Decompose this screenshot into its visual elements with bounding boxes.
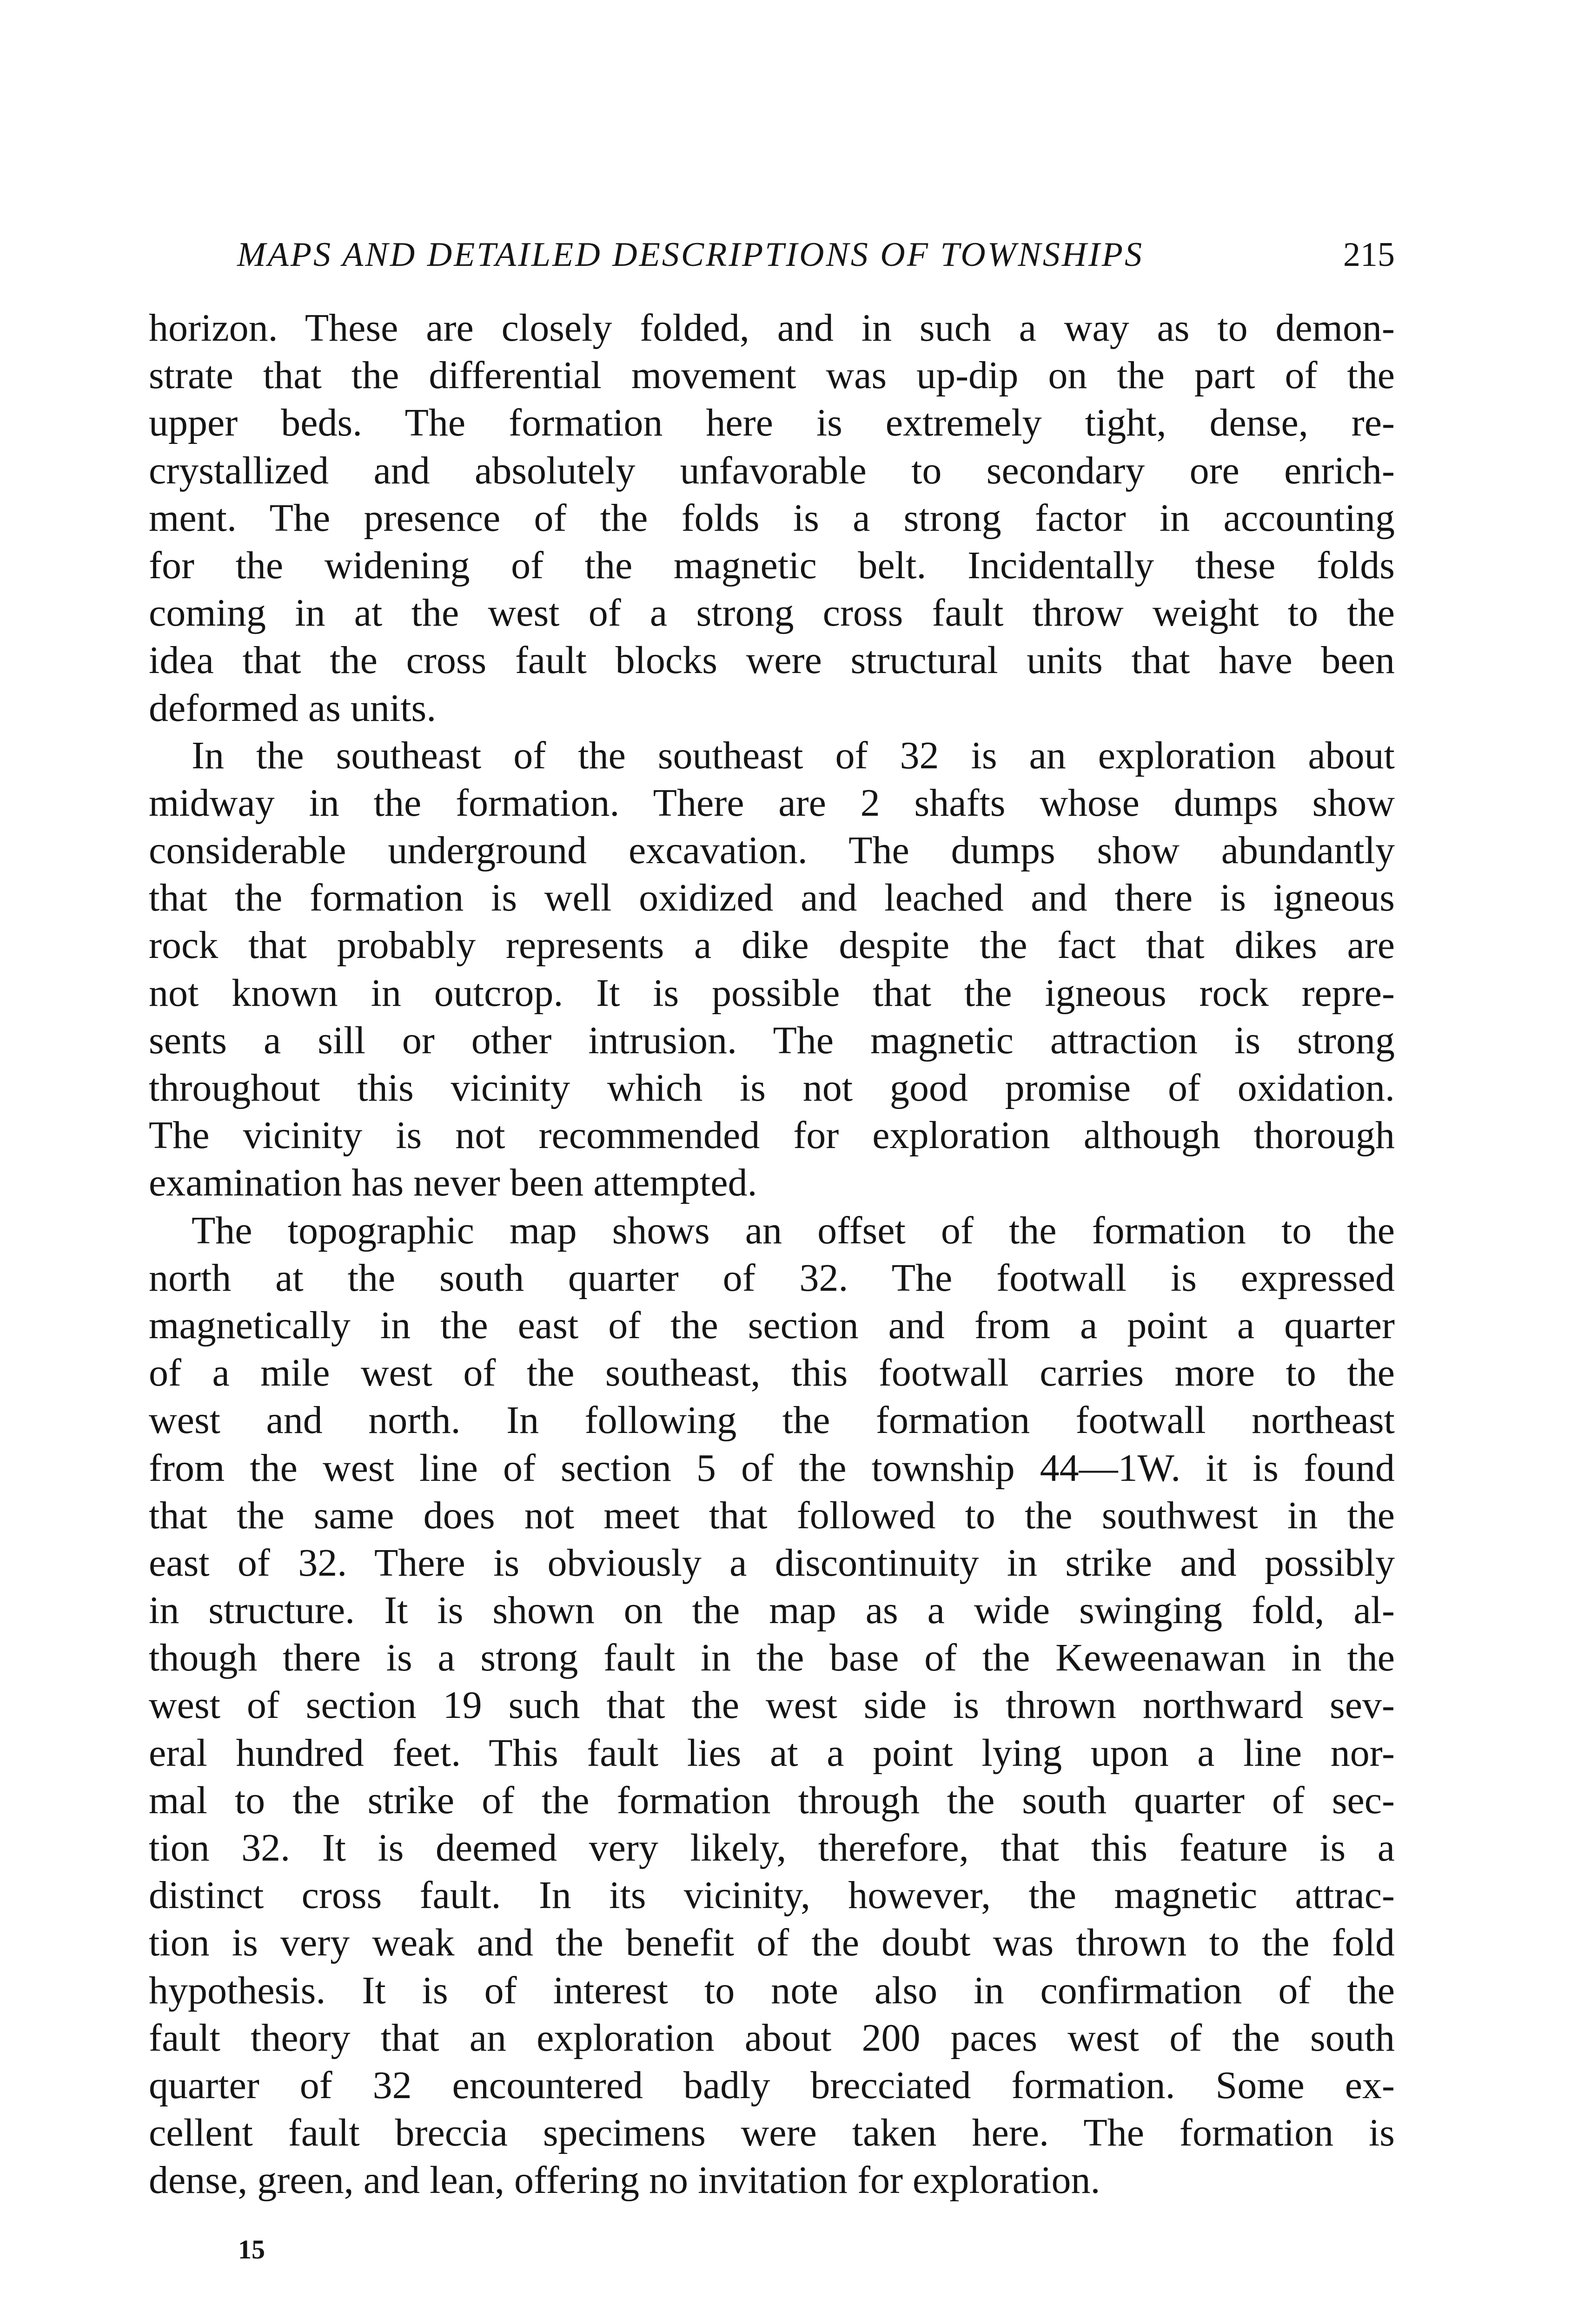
- text-line: that the same does not meet that followed to the southwest in the: [149, 1493, 1395, 1537]
- page-number: 215: [1343, 236, 1395, 274]
- text-line: not known in outcrop. It is possible that the igneous rock repre-: [149, 971, 1395, 1015]
- text-line: tion 32. It is deemed very likely, therefore, that this feature is a: [149, 1826, 1395, 1869]
- text-line: examination has never been attempted.: [149, 1161, 757, 1205]
- text-line: west of section 19 such that the west side is thrown northward sev-: [149, 1684, 1395, 1727]
- text-line: dense, green, and lean, offering no invitation for exploration.: [149, 2159, 1100, 2202]
- text-line: cellent fault breccia specimens were taken here. The formation is: [149, 2111, 1395, 2155]
- text-line: magnetically in the east of the section and from a point a quarter: [149, 1303, 1395, 1347]
- text-line: hypothesis. It is of interest to note also in confirmation of the: [149, 1968, 1395, 2012]
- text-line: mal to the strike of the formation through the south quarter of sec-: [149, 1778, 1395, 1822]
- text-line: rock that probably represents a dike despite the fact that dikes are: [149, 924, 1395, 967]
- text-line: The vicinity is not recommended for exploration although thorough: [149, 1114, 1395, 1157]
- text-line: eral hundred feet. This fault lies at a point lying upon a line nor-: [149, 1731, 1395, 1775]
- text-line: though there is a strong fault in the base of the Keweenawan in the: [149, 1636, 1395, 1680]
- text-line: deformed as units.: [149, 686, 437, 730]
- text-line: tion is very weak and the benefit of the doubt was thrown to the fold: [149, 1921, 1395, 1965]
- text-line: sents a sill or other intrusion. The magnetic attraction is strong: [149, 1018, 1395, 1062]
- text-line: fault theory that an exploration about 200 paces west of the south: [149, 2016, 1395, 2060]
- text-line: distinct cross fault. In its vicinity, however, the magnetic attrac-: [149, 1874, 1395, 1917]
- text-line: north at the south quarter of 32. The footwall is expressed: [149, 1256, 1395, 1300]
- text-line: throughout this vicinity which is not good promise of oxidation.: [149, 1066, 1395, 1109]
- signature-mark: 15: [238, 2234, 265, 2265]
- text-line: ment. The presence of the folds is a strong factor in accounting: [149, 496, 1395, 540]
- paragraph-first-line: The topographic map shows an offset of the formation to the: [192, 1208, 1395, 1252]
- paragraph-first-line: In the southeast of the southeast of 32 is an exploration about: [192, 733, 1395, 777]
- text-line: that the formation is well oxidized and leached and there is igneous: [149, 876, 1395, 920]
- text-line: quarter of 32 encountered badly brecciated formation. Some ex-: [149, 2063, 1395, 2107]
- text-line: from the west line of section 5 of the township 44—1W. it is found: [149, 1446, 1395, 1490]
- text-line: in structure. It is shown on the map as a wide swinging fold, al-: [149, 1589, 1395, 1632]
- text-line: for the widening of the magnetic belt. Incidentally these folds: [149, 543, 1395, 587]
- text-line: upper beds. The formation here is extremely tight, dense, re-: [149, 401, 1395, 445]
- running-head: [237, 231, 1427, 287]
- text-line: idea that the cross fault blocks were structural units that have been: [149, 639, 1395, 682]
- text-line: east of 32. There is obviously a discontinuity in strike and possibly: [149, 1541, 1395, 1585]
- text-line: coming in at the west of a strong cross fault throw weight to the: [149, 591, 1395, 635]
- text-line: considerable underground excavation. The dumps show abundantly: [149, 829, 1395, 872]
- running-title: MAPS AND DETAILED DESCRIPTIONS OF TOWNSHIPS: [237, 236, 1144, 274]
- text-line: horizon. These are closely folded, and in such a way as to demon-: [149, 306, 1395, 350]
- text-line: crystallized and absolutely unfavorable to secondary ore enrich-: [149, 449, 1395, 492]
- text-line: strate that the differential movement was up-dip on the part of the: [149, 354, 1395, 397]
- body-text: [149, 304, 1395, 2205]
- text-line: midway in the formation. There are 2 shafts whose dumps show: [149, 781, 1395, 825]
- text-line: west and north. In following the formation footwall northeast: [149, 1399, 1395, 1442]
- text-line: of a mile west of the southeast, this footwall carries more to the: [149, 1351, 1395, 1395]
